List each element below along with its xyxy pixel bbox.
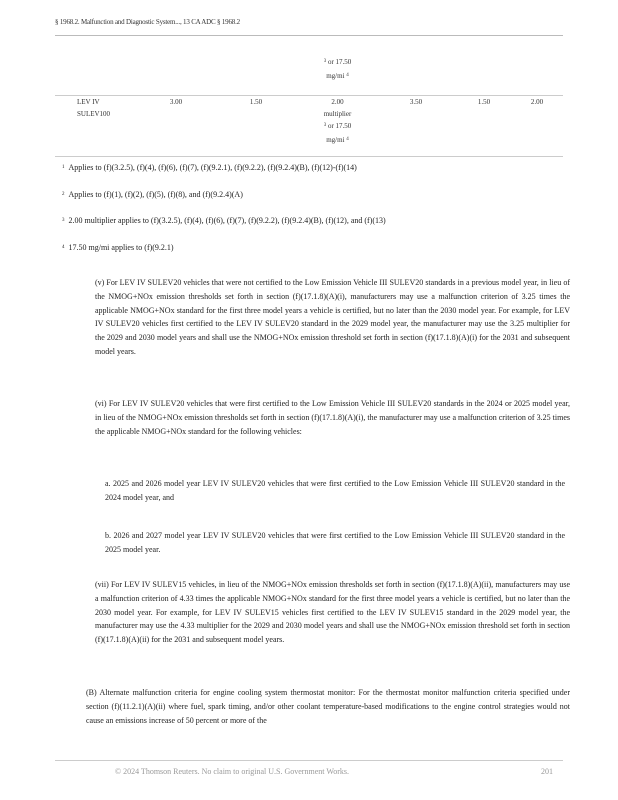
paragraph-b: b. 2026 and 2027 model year LEV IV SULEV20 vehicles that were first certified to the Low Emission Vehicle III SULEV20 standard in the 2025 model year. [105,531,565,554]
paragraph-a: a. 2025 and 2026 model year LEV IV SULEV20 vehicles that were first certified to the Low Emission Vehicle III SULEV20 standard in the 2024 model year, and [105,479,565,502]
footnote: $^4$ 17.50 mg/mi applies to (f)(9.2.1) [62,243,174,252]
table-cell: 1.50 [477,98,491,106]
paragraph-B: (B) Alternate malfunction criteria for engine cooling system thermostat monitor: For the thermostat monitor malfunction criteria specified under section (f)(11.2.1)(A)(ii) where fuel, spark timing, and/or other coolant temperature-based modifications to the engine control strategies would not cause an emissions increase of 50 percent or more of the [86,688,570,725]
table-cell: 3.50 [409,98,423,106]
footnote: $^2$ Applies to (f)(1), (f)(2), (f)(5), (f)(8), and (f)(9.2.4)(A) [62,190,243,199]
header-divider [55,35,563,36]
table-cell-continued: $^3$ or 17.50 mg/mi $^4$ [323,58,352,80]
table-bottom-divider [55,156,563,157]
vehicle-category-cell: LEV IV SULEV100 [77,98,111,118]
paragraph-v: (v) For LEV IV SULEV20 vehicles that were not certified to the Low Emission Vehicle III SULEV20 standards in a previous model year, in lieu of the NMOG+NOx emission thresholds set forth in section (f)(17.1.8)(A)(i), manufacturers may use a malfunction criterion of 3.25 times the applicable NMOG+NOx standard for the first three model years a vehicle is certified, but no later than the 2030 model year. For example, for LEV IV SULEV20 vehicles first certified to the LEV IV SULEV20 standard in the 2029 model year, the manufacturer may use the 3.25 multiplier for the 2029 and 2030 model years and shall use the NMOG+NOx emission threshold set forth in section (f)(17.1.8)(A)(i) for the 2031 and subsequent model years. [95,278,570,356]
copyright-notice: © 2024 Thomson Reuters. No claim to original U.S. Government Works. [115,767,350,776]
document-citation: § 1968.2. Malfunction and Diagnostic System..., 13 CA ADC § 1968.2 [55,18,240,26]
paragraph-vii: (vii) For LEV IV SULEV15 vehicles, in lieu of the NMOG+NOx emission thresholds set forth in section (f)(17.1.8)(A)(ii), manufacturers may use a malfunction criterion of 4.33 times the applicable NMOG+NOx standard for the first three model years a vehicle is certified, but no later than the 2030 model year. For example, for LEV IV SULEV15 vehicles first certified to the LEV IV SULEV15 standard in the 2029 model year, the manufacturer may use the 4.33 multiplier for the 2029 and 2030 model years and shall use the NMOG+NOx emission threshold set forth in section (f)(17.1.8)(A)(ii) for the 2031 and subsequent model years. [95,580,570,645]
footnote: $^1$ Applies to (f)(3.2.5), (f)(4), (f)(6), (f)(7), (f)(9.2.1), (f)(9.2.2), (f)(9.2.4)(B), (f)(12)-(f)(14) [62,163,357,172]
table-cell: 3.00 [169,98,183,106]
footnote: $^3$ 2.00 multiplier applies to (f)(3.2.5), (f)(4), (f)(6), (f)(7), (f)(9.2.2), (f)(9.2.4)(B), (f)(12), and (f)(13) [62,216,386,225]
footer-divider [55,760,563,761]
multiplier-cell: 2.00 multiplier $^3$ or 17.50 mg/mi $^4$ [323,98,352,144]
table-cell: 1.50 [249,98,263,106]
paragraph-vi: (vi) For LEV IV SULEV20 vehicles that were first certified to the Low Emission Vehicle III SULEV20 standards in the 2024 or 2025 model year, in lieu of the NMOG+NOx emission thresholds set forth in section (f)(17.1.8)(A)(i), the manufacturer may use a malfunction criterion of 3.25 times the applicable NMOG+NOx standard for the following vehicles: [95,399,570,436]
page-number: 201 [541,767,553,776]
table-cell: 2.00 [530,98,544,106]
